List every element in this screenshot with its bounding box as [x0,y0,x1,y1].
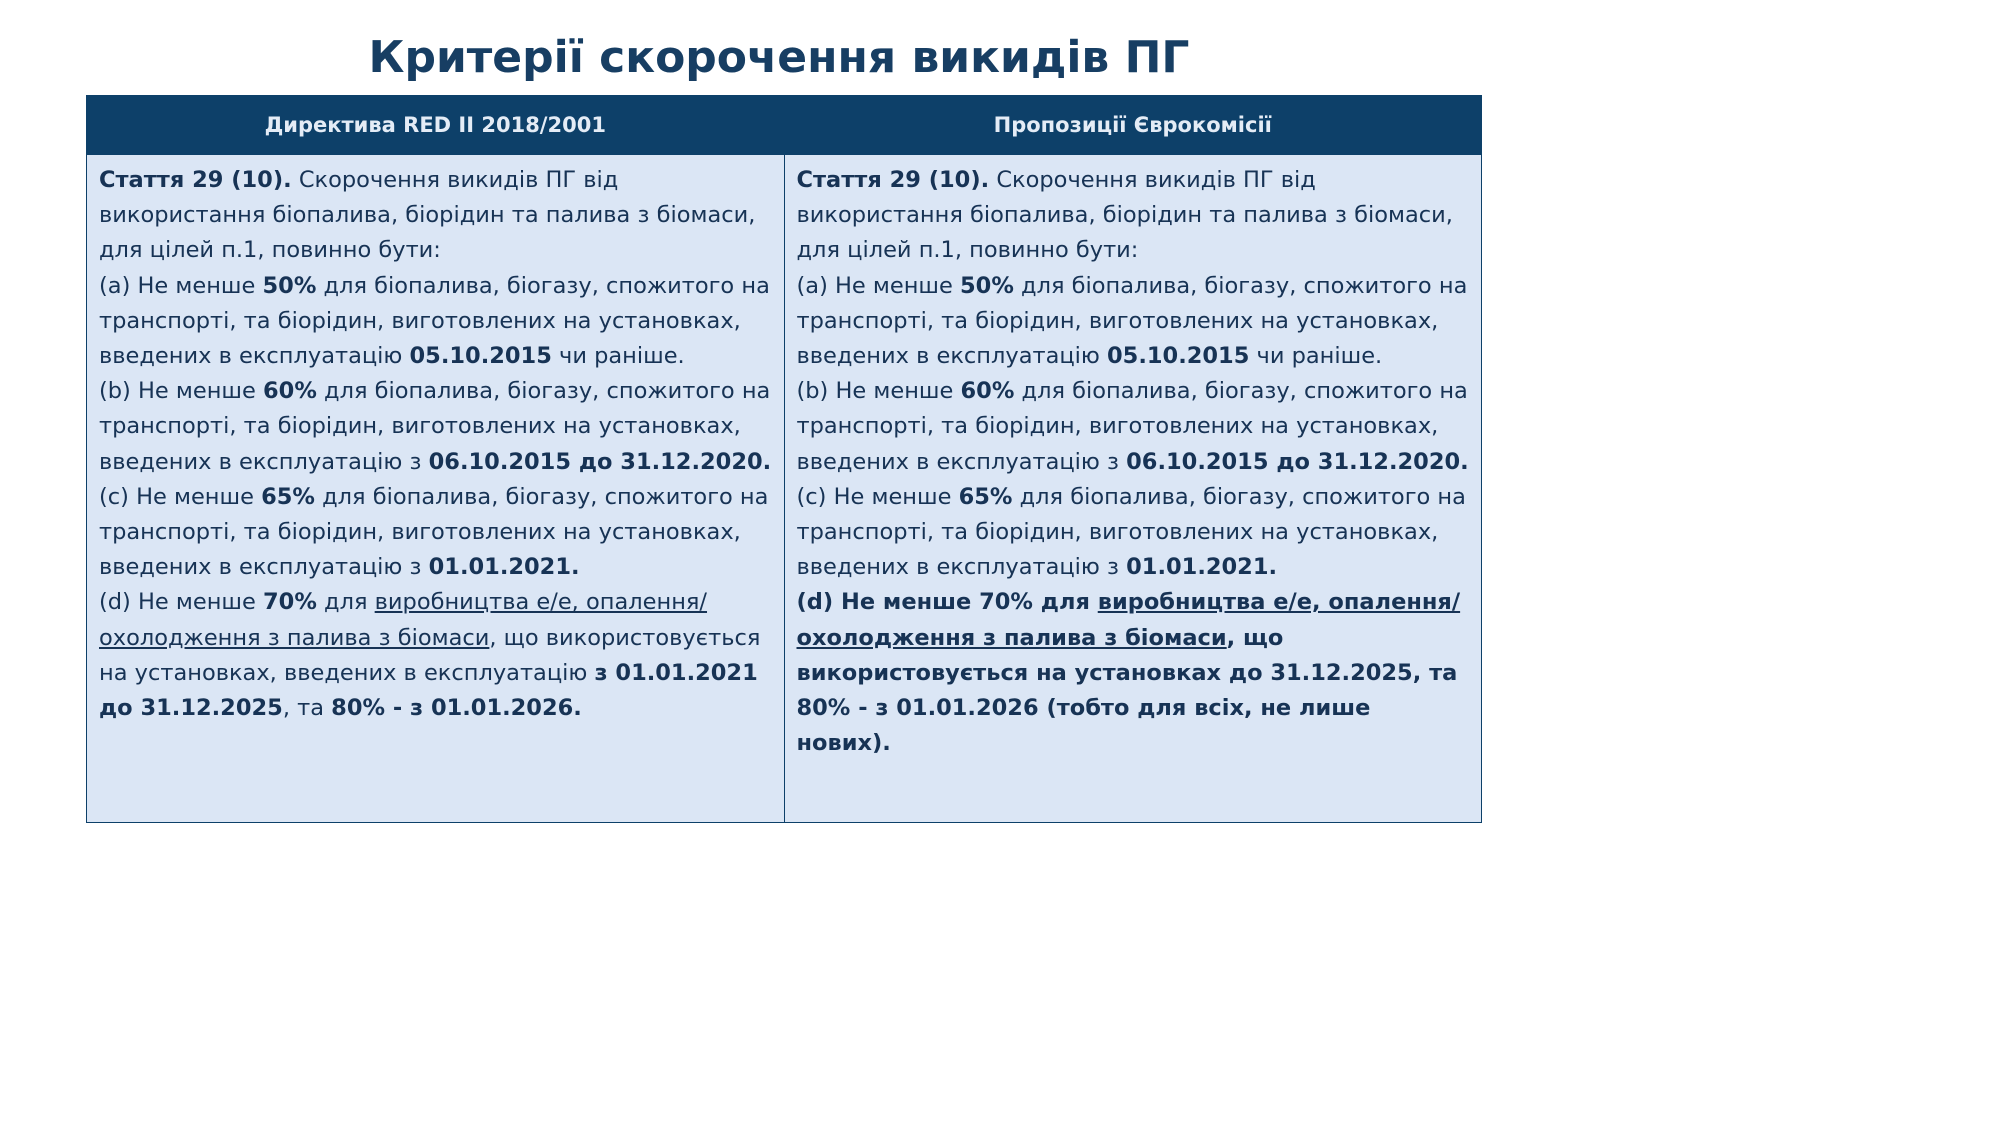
item-text: для біопалива, біогазу, спожитого на транспорті, та біорідин, виготовлених на установках, введених в експлуатацію з [796,378,1468,475]
red-ii-item-a [99,269,772,375]
item-date: 06.10.2015 до 31.12.2020. [428,448,772,475]
item-percent: 65% [958,483,1013,510]
item-text: для біопалива, біогазу, спожитого на транспорті, та біорідин, виготовлених на установках, введених в експлуатацію [796,272,1468,370]
ec-item-c [797,480,1470,586]
item-date: 01.01.2021. [428,554,580,581]
table-header-row [87,96,1482,155]
item-text: , що використовується на установках до 31.12.2025, та 80% - з 01.01.2026 (тобто для всіх, не лише нових). [796,624,1458,757]
header-ec-proposals: Пропозиції Єврокомісії [784,96,1482,155]
item-prefix: (b) Не менше [796,378,961,405]
item-underlined: виробництва е/е, опалення/охолодження з палива з біомаси [99,589,708,651]
table-row [87,155,1482,823]
item-prefix: (c) Не менше [796,483,959,510]
item-text: для біопалива, біогазу, спожитого на транспорті, та біорідин, виготовлених на установках, введених в експлуатацію [99,272,770,370]
ec-intro [797,163,1470,269]
item-percent: 50% [262,272,317,299]
red-ii-intro [99,163,772,269]
ec-item-a [797,269,1470,375]
red-ii-cell [87,155,785,823]
article-ref: Стаття 29 (10). [796,167,990,193]
item-text: для біопалива, біогазу, спожитого на транспорті, та біорідин, виготовлених на установках, введених в експлуатацію з [99,378,771,475]
item-date: 01.01.2021. [1126,554,1278,581]
item-percent: 60% [960,378,1015,405]
ec-item-d [797,585,1470,761]
item-dates: з 01.01.2021 до 31.12.2025 [99,659,758,722]
item-percent: 50% [960,272,1014,299]
item-bold-text [797,589,1461,756]
intro-text: Скорочення викидів ПГ від використання біопалива, біорідин та палива з біомаси, для цілей п.1, повинно бути: [796,167,1453,264]
item-prefix: (d) Не менше 70% для [796,589,1098,616]
item-prefix: (d) Не менше [99,589,264,616]
item-percent: 60% [263,378,317,405]
item-text: , та [282,695,332,722]
item-text: для біопалива, біогазу, спожитого на транспорті, та біорідин, виготовлених на установках, введених в експлуатацію з [99,483,769,581]
article-ref: Стаття 29 (10). [99,167,292,193]
item-percent-2: 80% - з 01.01.2026. [331,695,582,722]
item-percent: 65% [261,483,315,510]
item-suffix: чи раніше. [1249,343,1383,370]
item-percent: 70% [263,589,317,616]
item-prefix: (c) Не менше [99,483,262,510]
intro-text: Скорочення викидів ПГ від використання біопалива, біорідин та палива з біомаси, для цілей п.1, повинно бути: [99,167,756,264]
item-date: 05.10.2015 [1107,343,1250,370]
ec-proposals-cell [784,155,1482,823]
red-ii-item-d [99,585,772,726]
item-date: 06.10.2015 до 31.12.2020. [1126,448,1469,475]
item-prefix: (b) Не менше [99,378,264,405]
ec-item-b [797,374,1470,480]
item-underlined: виробництва е/е, опалення/охолодження з палива з біомаси [796,589,1461,651]
header-red-ii: Директива RED II 2018/2001 [87,96,785,155]
slide-title: Критерії скорочення викидів ПГ [368,32,1190,83]
item-suffix: чи раніше. [551,343,685,370]
red-ii-item-b [99,374,772,480]
red-ii-item-c [99,480,772,586]
item-text: , що використовується на установках, введених в експлуатацію [99,624,761,686]
item-date: 05.10.2015 [409,343,552,370]
criteria-comparison-table [86,95,1482,823]
item-prefix: (a) Не менше [796,272,961,299]
item-text: для біопалива, біогазу, спожитого на транспорті, та біорідин, виготовлених на установках, введених в експлуатацію з [796,483,1466,581]
item-text: для [316,589,375,616]
item-prefix: (a) Не менше [99,272,263,299]
